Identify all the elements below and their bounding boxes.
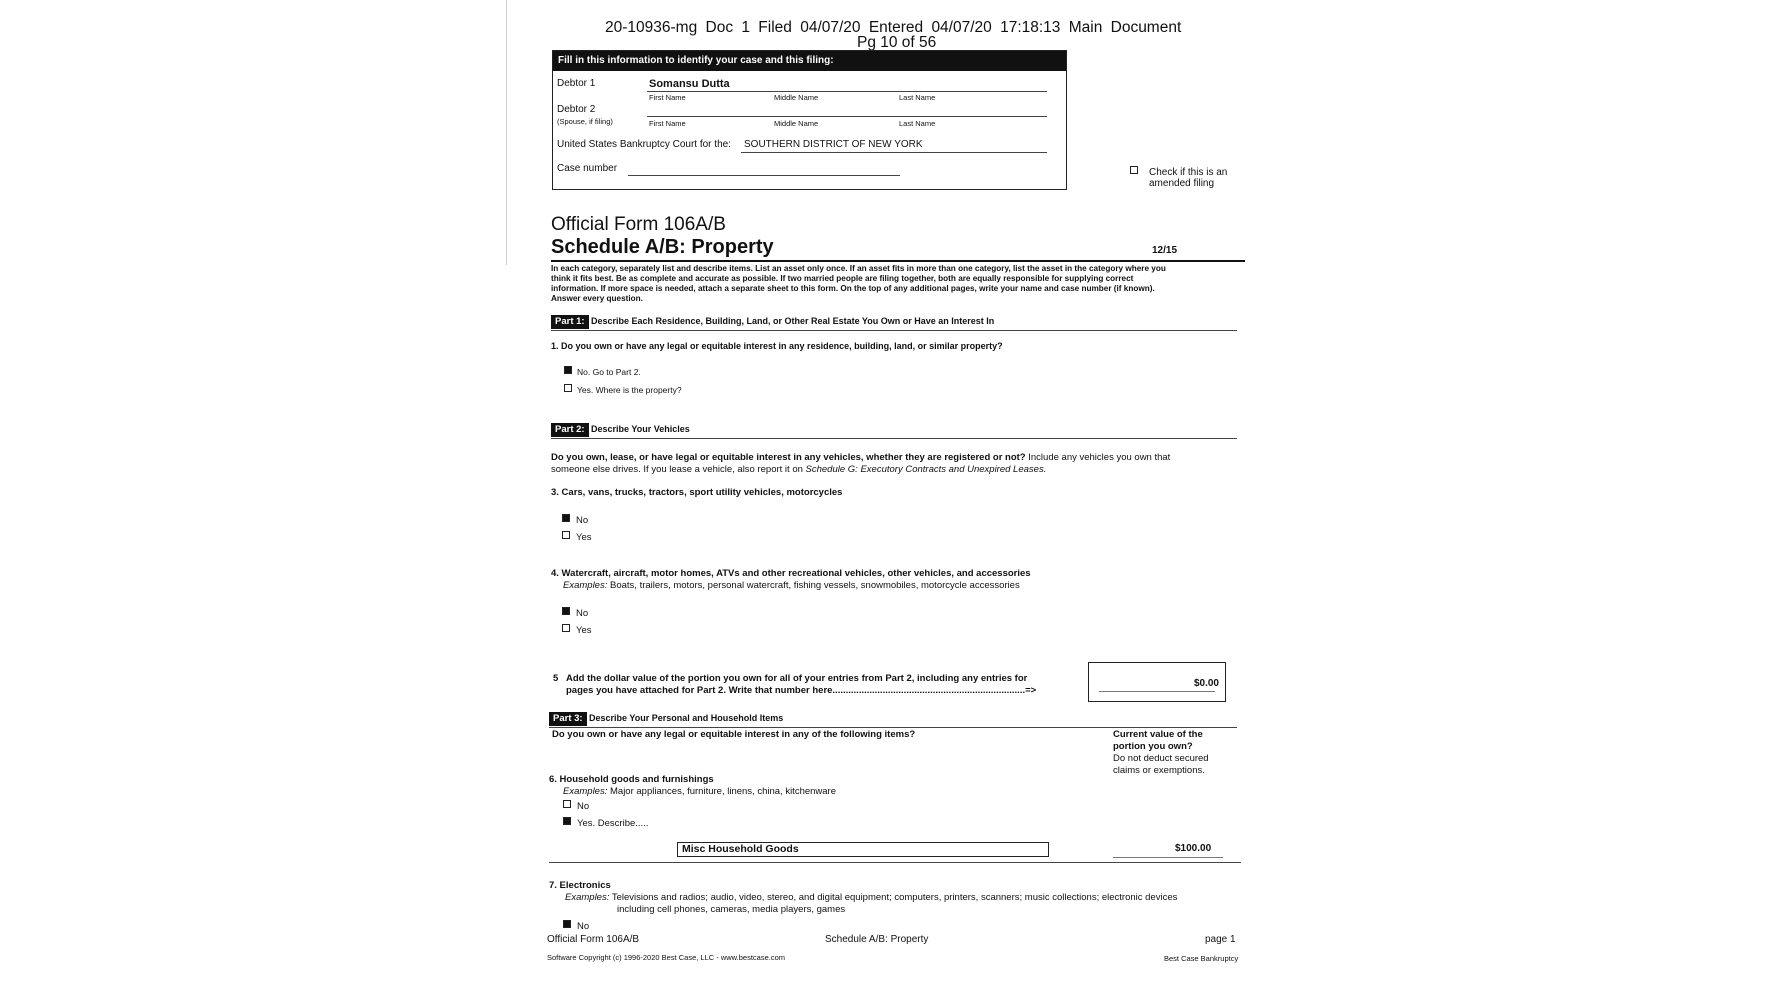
- q5-number: 5: [553, 673, 559, 684]
- q6-examples-label: Examples:: [563, 786, 608, 797]
- part2-intro-line-1: [551, 452, 1170, 463]
- q6-no-checkbox[interactable]: [563, 800, 571, 808]
- q7-no-label: No: [577, 921, 590, 932]
- debtor1-last-name-caption: Last Name: [899, 93, 936, 102]
- debtor1-middle-name-caption: Middle Name: [774, 93, 819, 102]
- part2-intro2-text: someone else drives. If you lease a vehicle, also report it on: [551, 464, 806, 475]
- intro-line-4: Answer every question.: [551, 294, 643, 303]
- q6-text: 6. Household goods and furnishings: [549, 774, 714, 785]
- form-name: Official Form 106A/B: [551, 214, 726, 235]
- q3-no-checkbox[interactable]: [562, 514, 570, 522]
- q5-total-box: [1088, 662, 1226, 702]
- q1-yes-label: Yes. Where is the property?: [577, 385, 682, 395]
- part2-intro-bold: Do you own, lease, or have legal or equitable interest in any vehicles, whether they are registered or not?: [551, 452, 1026, 463]
- debtor2-line: [647, 116, 1047, 117]
- q7-examples-line-2: including cell phones, cameras, media players, games: [617, 904, 846, 915]
- q6-no-label: No: [577, 801, 590, 812]
- intro-line-1: In each category, separately list and describe items. List an asset only once. If an asset fits in more than one category, list the asset in the category where you: [551, 264, 1166, 273]
- q4-no-label: No: [576, 608, 589, 619]
- case-header: 20-10936-mg Doc 1 Filed 04/07/20 Entered 04/07/20 17:18:13 Main Document: [605, 19, 1182, 36]
- identification-box: [552, 50, 1067, 190]
- value-column-head-1: Current value of the: [1113, 729, 1203, 740]
- q4-yes-checkbox[interactable]: [562, 624, 570, 632]
- debtor2-label: Debtor 2: [557, 104, 596, 115]
- intro-line-3: information. If more space is needed, attach a separate sheet to this form. On the top of any additional pages, write your name and case number (if known).: [551, 284, 1155, 293]
- part2-title: Describe Your Vehicles: [591, 424, 690, 434]
- debtor2-last-name-caption: Last Name: [899, 119, 936, 128]
- part3-rule: [549, 727, 1237, 728]
- q6-yes-checkbox[interactable]: [563, 817, 571, 825]
- part2-intro-rest: Include any vehicles you own that: [1025, 452, 1171, 463]
- intro-line-2: think it fits best. Be as complete and accurate as possible. If two married people are filing together, both are equally responsible for supplying correct: [551, 274, 1134, 283]
- part1-rule: [551, 330, 1237, 331]
- q7-examples-text: Televisions and radios; audio, video, stereo, and digital equipment; computers, printers, scanners; music collections; electronic devices: [609, 892, 1178, 903]
- document-page: [505, 0, 1285, 1000]
- q5-total-value: $0.00: [1193, 678, 1219, 689]
- part3-title: Describe Your Personal and Household Items: [589, 713, 784, 723]
- debtor1-label: Debtor 1: [557, 78, 596, 89]
- q7-examples: [565, 892, 1177, 903]
- part2-rule: [551, 438, 1237, 439]
- part1-title: Describe Each Residence, Building, Land, or Other Real Estate You Own or Have an Interest In: [591, 316, 995, 326]
- debtor2-middle-name-caption: Middle Name: [774, 119, 819, 128]
- q6-item-field[interactable]: [677, 842, 1049, 857]
- part2-intro-line-2: [551, 464, 1046, 475]
- title-rule: [551, 260, 1245, 262]
- q7-examples-label: Examples:: [565, 892, 610, 903]
- amended-filing-label-1: Check if this is an: [1149, 167, 1228, 178]
- q6-rule: [549, 862, 1241, 863]
- footer-schedule-name: Schedule A/B: Property: [825, 934, 929, 945]
- q4-text: 4. Watercraft, aircraft, motor homes, ATVs and other recreational vehicles, other vehicles, and accessories: [551, 568, 1031, 579]
- debtor1-name: Somansu Dutta: [649, 78, 730, 90]
- page-number-header: Pg 10 of 56: [857, 34, 937, 51]
- value-column-head-2: portion you own?: [1113, 741, 1193, 752]
- part3-question: Do you own or have any legal or equitable interest in any of the following items?: [552, 729, 916, 740]
- q5-total-line: [1099, 691, 1215, 692]
- q5-line-2: pages you have attached for Part 2. Write that number here.........................................................................=>: [566, 685, 1037, 696]
- court-line: [741, 152, 1047, 153]
- part2-intro2-italic: Schedule G: Executory Contracts and Unexpired Leases.: [805, 464, 1047, 475]
- q3-no-label: No: [576, 515, 589, 526]
- debtor2-first-name-caption: First Name: [649, 119, 686, 128]
- debtor2-note: (Spouse, if filing): [557, 117, 613, 126]
- q1-yes-checkbox[interactable]: [564, 384, 572, 392]
- q4-examples-label: Examples:: [563, 580, 608, 591]
- q6-value-line: [1113, 857, 1223, 858]
- part3-label: Part 3:: [549, 712, 587, 726]
- q4-no-checkbox[interactable]: [562, 607, 570, 615]
- case-number-line: [628, 175, 900, 176]
- q5-line-1: Add the dollar value of the portion you own for all of your entries from Part 2, including any entries for: [566, 673, 1028, 684]
- court-value: SOUTHERN DISTRICT OF NEW YORK: [744, 139, 923, 150]
- q7-text: 7. Electronics: [549, 880, 611, 891]
- footer-brand: Best Case Bankruptcy: [1164, 954, 1239, 963]
- court-label: United States Bankruptcy Court for the:: [557, 139, 731, 150]
- part2-label: Part 2:: [551, 423, 589, 437]
- q6-value: $100.00: [1175, 843, 1212, 854]
- debtor1-line: [647, 91, 1047, 92]
- footer-copyright: Software Copyright (c) 1996-2020 Best Case, LLC - www.bestcase.com: [547, 953, 786, 962]
- value-column-head-3: Do not deduct secured: [1113, 753, 1209, 764]
- form-version: 12/15: [1152, 245, 1178, 256]
- footer-form-name: Official Form 106A/B: [547, 934, 640, 945]
- amended-filing-checkbox[interactable]: [1130, 166, 1138, 174]
- q1-no-checkbox[interactable]: [564, 366, 572, 374]
- q6-item-text: Misc Household Goods: [682, 843, 799, 855]
- q1-no-label: No. Go to Part 2.: [577, 367, 641, 377]
- value-column-head-4: claims or exemptions.: [1113, 765, 1205, 776]
- q7-no-checkbox[interactable]: [563, 920, 571, 928]
- q3-yes-checkbox[interactable]: [562, 531, 570, 539]
- q1-text: 1. Do you own or have any legal or equitable interest in any residence, building, land, or similar property?: [551, 341, 1003, 351]
- q4-examples-text: Boats, trailers, motors, personal watercraft, fishing vessels, snowmobiles, motorcycle accessories: [607, 580, 1020, 591]
- q6-examples: [563, 786, 836, 797]
- form-title: Schedule A/B: Property: [551, 236, 774, 258]
- amended-filing-label-2: amended filing: [1149, 178, 1215, 189]
- identification-box-title: Fill in this information to identify your case and this filing:: [553, 51, 1066, 71]
- q4-examples: [563, 580, 1020, 591]
- case-number-label: Case number: [557, 163, 618, 174]
- q3-text: 3. Cars, vans, trucks, tractors, sport utility vehicles, motorcycles: [551, 487, 843, 498]
- q6-examples-text: Major appliances, furniture, linens, china, kitchenware: [607, 786, 837, 797]
- footer-page-number: page 1: [1205, 934, 1236, 945]
- part1-label: Part 1:: [551, 315, 589, 329]
- q3-yes-label: Yes: [576, 532, 592, 543]
- debtor1-first-name-caption: First Name: [649, 93, 686, 102]
- q6-yes-label: Yes. Describe.....: [577, 818, 649, 829]
- q4-yes-label: Yes: [576, 625, 592, 636]
